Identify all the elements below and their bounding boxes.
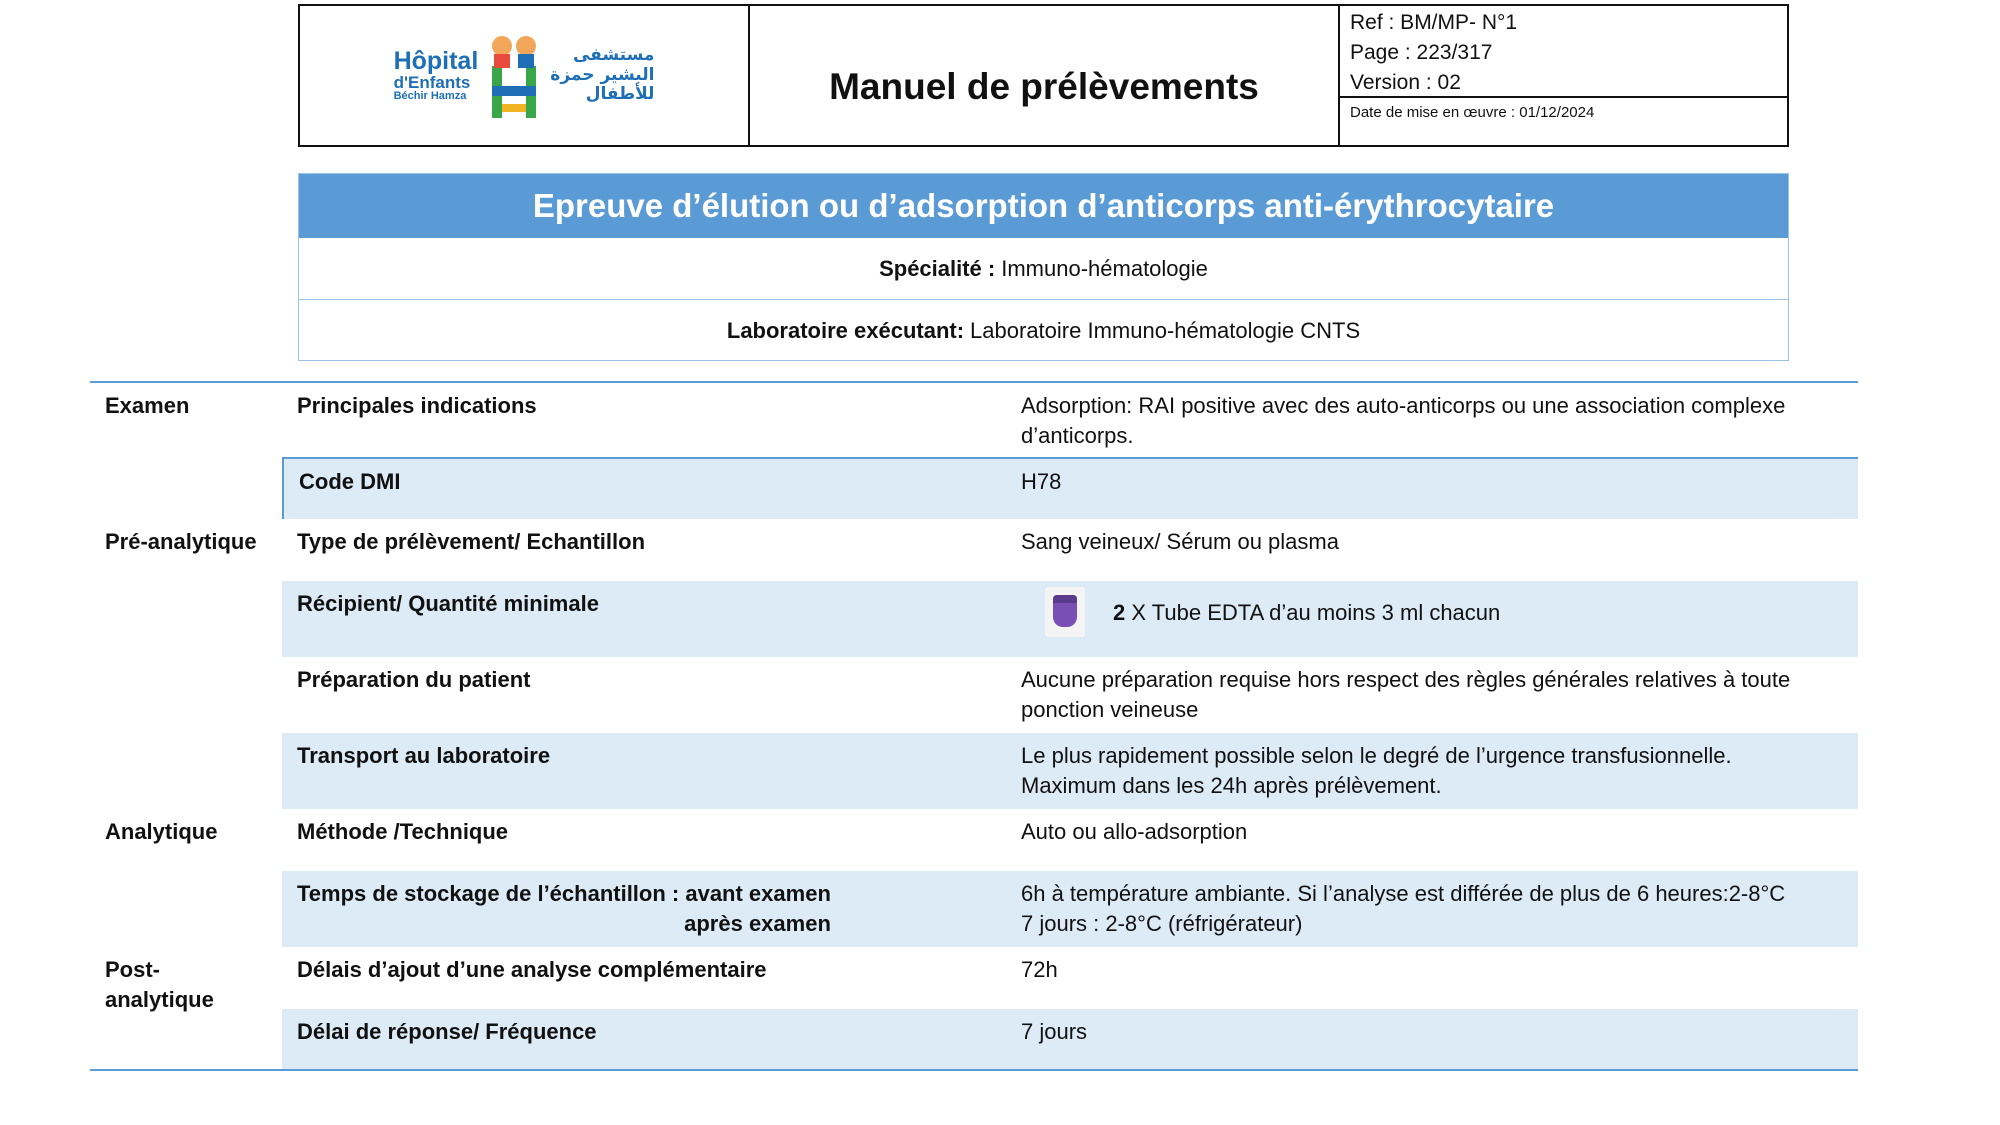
- section-pre-analytique: Pré-analytique: [105, 529, 257, 554]
- row-value: Le plus rapidement possible selon le degré de l’urgence transfusionnelle. Maximum dans les 24h après prélèvement.: [1021, 733, 1858, 809]
- table-row: [90, 733, 1858, 809]
- table-row: [90, 871, 1858, 947]
- exam-details-table: [90, 381, 1858, 1071]
- lab-value: Laboratoire Immuno-hématologie CNTS: [970, 317, 1361, 343]
- table-row: [90, 581, 1858, 657]
- hospital-logo: [300, 6, 750, 145]
- row-value: 6h à température ambiante. Si l’analyse est différée de plus de 6 heures:2-8°C 7 jours : 2-8°C (réfrigérateur): [1021, 871, 1858, 947]
- row-label: Type de prélèvement/ Echantillon: [297, 529, 646, 554]
- row-label: Principales indications: [297, 393, 537, 418]
- row-value: 2 X Tube EDTA d’au moins 3 ml chacun: [1021, 581, 1858, 657]
- table-row: [90, 383, 1858, 457]
- logo-arabic-3: للأطفال: [585, 84, 655, 105]
- section-examen: Examen: [105, 393, 190, 418]
- table-row: [90, 657, 1858, 733]
- row-label: Code DMI: [282, 457, 1021, 519]
- logo-line-1: Hôpital: [393, 47, 479, 75]
- row-label: Délai de réponse/ Fréquence: [282, 1009, 1021, 1069]
- logo-arabic-1: مستشفى: [572, 45, 655, 66]
- version-text: Version : 02: [1350, 71, 1461, 94]
- document-title: Manuel de prélèvements: [750, 6, 1340, 145]
- row-value: 72h: [1021, 957, 1058, 982]
- row-value: Aucune préparation requise hors respect des règles générales relatives à toute ponction veineuse: [1021, 667, 1791, 722]
- table-row: [90, 457, 1858, 519]
- page-number: Page : 223/317: [1350, 41, 1493, 64]
- row-label: Récipient/ Quantité minimale: [282, 581, 1021, 657]
- logo-children-icon: [488, 28, 540, 124]
- tube-count: 2: [1113, 599, 1126, 625]
- specialty-value: Immuno-hématologie: [1001, 255, 1208, 281]
- row-label: Transport au laboratoire: [282, 733, 1021, 809]
- exam-title-band: [298, 173, 1789, 361]
- section-analytique: Analytique: [105, 819, 218, 844]
- document-meta: [1340, 6, 1787, 145]
- row-label: Temps de stockage de l’échantillon : avant examen après examen: [282, 871, 1021, 947]
- logo-arabic-2: البشير حمزة: [550, 64, 655, 85]
- table-row: [90, 947, 1858, 1012]
- row-label: Délais d’ajout d’une analyse complémentaire: [297, 957, 767, 982]
- lab-row: [299, 299, 1788, 361]
- table-row: [90, 519, 1858, 581]
- row-value: 7 jours: [1021, 1009, 1858, 1069]
- specialty-label: Spécialité :: [879, 255, 996, 281]
- table-row: [90, 809, 1858, 871]
- row-label: Méthode /Technique: [297, 819, 509, 844]
- edta-tube-icon: [1045, 587, 1085, 637]
- logo-line-2: d'Enfants: [393, 73, 471, 92]
- lab-label: Laboratoire exécutant:: [726, 317, 965, 343]
- exam-title: Epreuve d’élution ou d’adsorption d’anticorps anti-érythrocytaire: [299, 174, 1788, 238]
- effective-date: Date de mise en œuvre : 01/12/2024: [1350, 104, 1595, 121]
- table-row: [90, 1009, 1858, 1069]
- row-value: Auto ou allo-adsorption: [1021, 819, 1248, 844]
- row-value: H78: [1021, 457, 1858, 519]
- logo-line-3: Béchir Hamza: [393, 90, 467, 102]
- row-value: Adsorption: RAI positive avec des auto-anticorps ou une association complexe d’anticorps.: [1021, 393, 1786, 448]
- ref-text: Ref : BM/MP- N°1: [1350, 11, 1518, 34]
- specialty-row: [299, 238, 1788, 299]
- row-label: Préparation du patient: [297, 667, 531, 692]
- section-post-analytique: Post- analytique: [105, 957, 214, 1012]
- row-value: Sang veineux/ Sérum ou plasma: [1021, 529, 1339, 554]
- document-header: [298, 4, 1789, 147]
